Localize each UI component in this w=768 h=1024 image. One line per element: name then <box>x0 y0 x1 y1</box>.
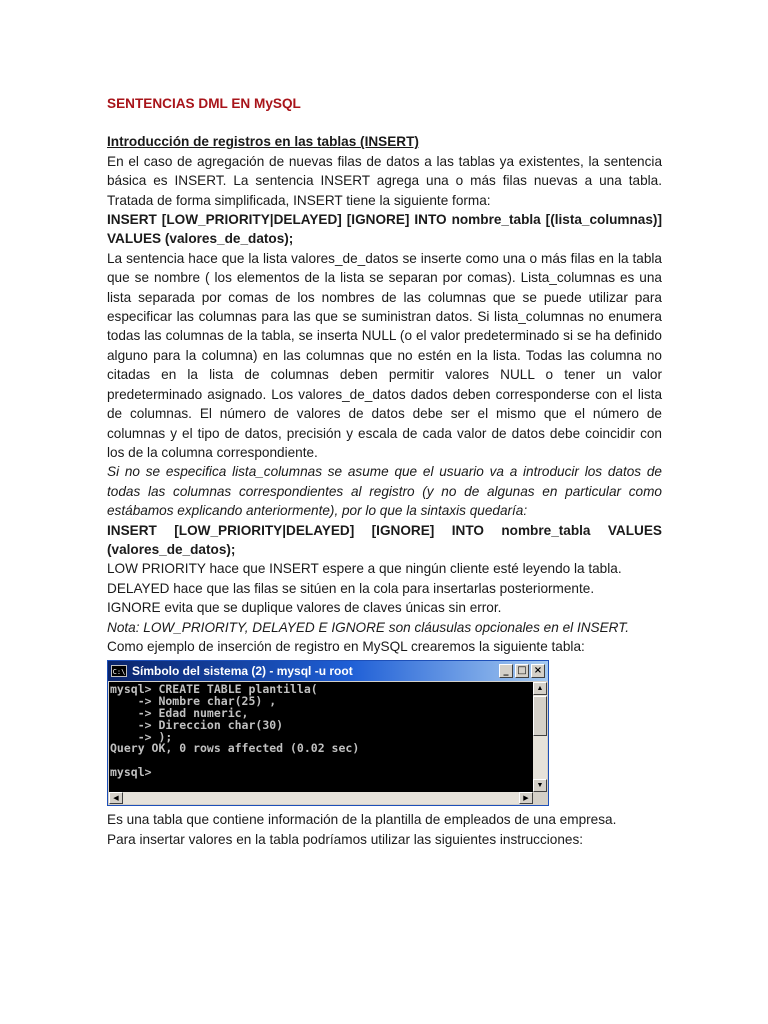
scroll-thumb <box>533 696 547 736</box>
paragraph-italic: Si no se especifica lista_columnas se asume que el usuario va a introducir los datos de todas las columnas correspondientes al registro (y no de algunas en particular como estábamos explicando anteriormente), por lo que la sintaxis quedaría: <box>107 464 662 519</box>
syntax-insert-short-values: (valores_de_datos); <box>107 541 236 557</box>
console-output: mysql> CREATE TABLE plantilla( -> Nombre char(25) , -> Edad numeric, -> Direccion char(30) -> ); Query OK, 0 rows affected (0.02 sec) mysql> <box>110 682 360 779</box>
close-button: × <box>531 664 545 678</box>
example-intro: Como ejemplo de inserción de registro en MySQL crearemos la siguiente tabla: <box>107 638 585 654</box>
scroll-left-icon: ◀ <box>109 792 123 804</box>
paragraph-intro: En el caso de agregación de nuevas filas de datos a las tablas ya existentes, la sentencia básica es INSERT. La sentencia INSERT agrega una o más filas nuevas a una tabla. Tratada de forma simplificada, INSERT tiene la siguiente forma: <box>107 153 662 208</box>
command-prompt-icon: C:\ <box>111 665 127 677</box>
vertical-scrollbar <box>533 682 547 792</box>
minimize-button: _ <box>499 664 513 678</box>
section-heading: Introducción de registros en las tablas (INSERT) <box>107 134 419 150</box>
note-line: Nota: LOW_PRIORITY, DELAYED E IGNORE son cláusulas opcionales en el INSERT. <box>107 619 630 635</box>
horizontal-scrollbar <box>109 792 533 804</box>
console-screen <box>109 682 533 792</box>
scroll-down-icon: ▼ <box>533 779 547 792</box>
console-title: Símbolo del sistema (2) - mysql -u root <box>132 663 353 678</box>
line-low-priority: LOW PRIORITY hace que INSERT espere a que ningún cliente esté leyendo la tabla. <box>107 561 622 577</box>
paragraph-table-description: Es una tabla que contiene información de la plantilla de empleados de una empresa. <box>107 812 617 828</box>
scroll-up-icon: ▲ <box>533 682 547 695</box>
line-delayed: DELAYED hace que las filas se sitúen en la cola para insertarlas posteriormente. <box>107 580 595 596</box>
syntax-insert-full: INSERT [LOW_PRIORITY|DELAYED] [IGNORE] INTO nombre_tabla [(lista_columnas)] VALUES (valores_de_datos); <box>107 212 662 247</box>
document-body <box>107 94 662 849</box>
line-ignore: IGNORE evita que se duplique valores de claves únicas sin error. <box>107 600 502 616</box>
console-titlebar <box>108 661 548 681</box>
scroll-right-icon: ▶ <box>519 792 533 804</box>
syntax-insert-short: INSERT [LOW_PRIORITY|DELAYED] [IGNORE] INTO nombre_tabla VALUES <box>107 522 662 538</box>
console-window-screenshot <box>107 660 549 806</box>
maximize-button: □ <box>515 664 529 678</box>
paragraph-insert-values: Para insertar valores en la tabla podríamos utilizar las siguientes instrucciones: <box>107 831 584 847</box>
scrollbar-corner <box>533 792 547 804</box>
paragraph-explanation: La sentencia hace que la lista valores_de_datos se inserte como una o más filas en la tabla que se nombre ( los elementos de la lista se separan por comas). Lista_columnas es una lista separada por comas de los nombres de las columnas que se puede utilizar para especificar las columnas para las que se suministran datos. Si lista_columnas no enumera todas las columnas de la tabla, se inserta NULL (o el valor predeterminado si se ha definido alguno para la columna) en las columnas que no estén en la lista. Todas las columna no citadas en la lista de columnas deben permitir valores NULL o tener un valor predeterminado asignado. Los valores_de_datos dados deben corresponderse con el lista de columnas. El número de valores de datos debe ser el mismo que el número de columnas y el tipo de datos, precisión y escala de cada valor de datos debe coincidir con los de la columna correspondiente. <box>107 250 662 460</box>
page-title: SENTENCIAS DML EN MySQL <box>107 96 301 111</box>
